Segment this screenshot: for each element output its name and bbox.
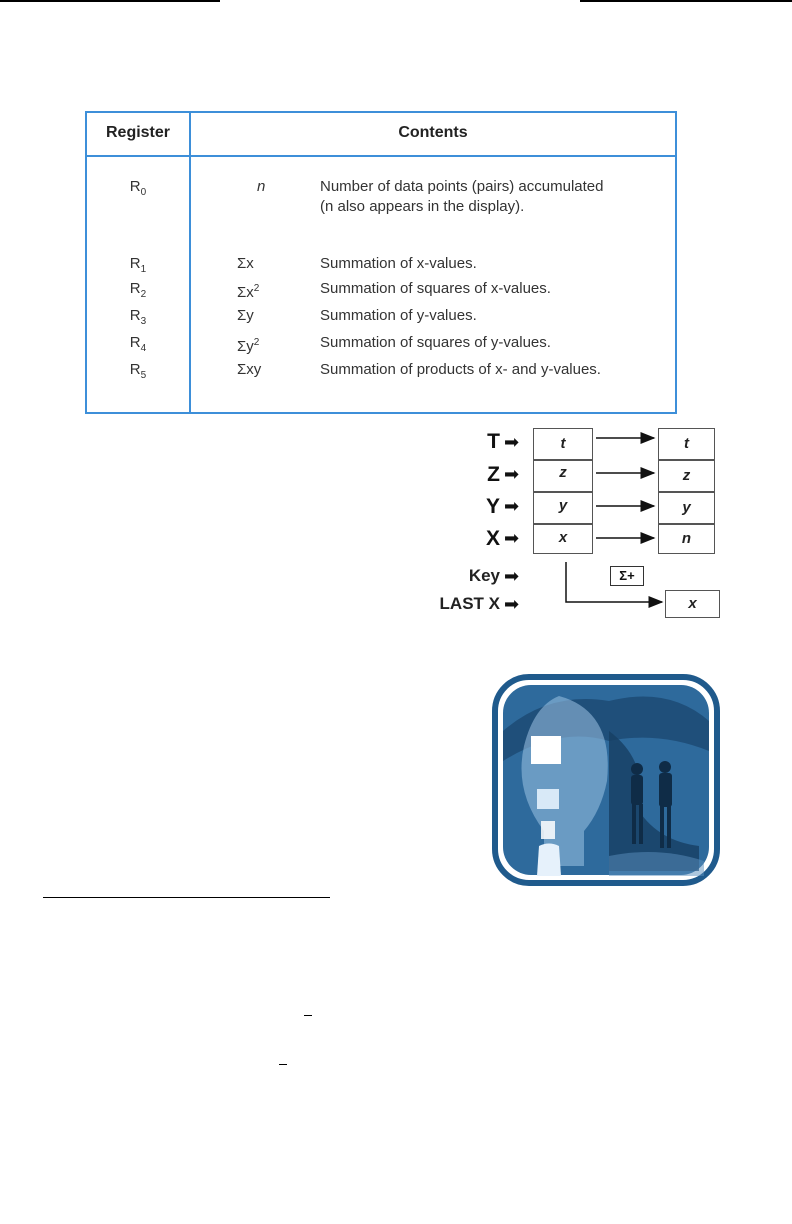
stack-before-t: t — [533, 428, 593, 460]
overline-mark — [304, 1015, 312, 1016]
sigma-plus-key: Σ+ — [610, 566, 644, 586]
footnote-rule — [43, 897, 330, 898]
right-arrow-icon: ➡ — [504, 432, 520, 452]
stack-label-x: X — [485, 527, 500, 550]
register-table: Register Contents $R_0$ n Number of data points (pairs) accumulated (n also appears in the display). $R_1$ Σx Summation of x-values. $R_2$ $\Sigma x^2$ Summation of squares of x-values. $R_3$ Σy Summation of y-values. $R_4$ $\Sigma y^2$ Summation of squares of y-values. $R_5$ Σxy Summation of products of x- and y-values. — [85, 111, 677, 414]
header-contents: Contents — [398, 124, 468, 141]
overline-mark — [279, 1064, 287, 1065]
key-label: Key — [468, 566, 500, 585]
lastx-value: x — [665, 590, 720, 618]
stack-label-z: Z — [487, 463, 500, 486]
stack-after-z: z — [658, 460, 715, 492]
lastx-label: LAST X — [439, 594, 500, 613]
right-arrow-icon: ➡ — [504, 528, 520, 548]
stack-before-z: z — [533, 460, 593, 492]
stack-before-x: x — [533, 524, 593, 554]
header-register: Register — [105, 124, 171, 141]
stack-before-y: y — [533, 492, 593, 524]
right-arrow-icon: ➡ — [504, 566, 520, 586]
lightbulb-cave-illustration — [489, 671, 723, 889]
right-arrow-icon: ➡ — [504, 464, 520, 484]
stack-after-y: y — [658, 492, 715, 524]
stack-label-t: T — [487, 430, 500, 453]
right-arrow-icon: ➡ — [504, 496, 520, 516]
stack-after-n: n — [658, 524, 715, 554]
stack-after-t: t — [658, 428, 715, 460]
right-arrow-icon: ➡ — [504, 594, 520, 614]
stack-label-y: Y — [485, 495, 500, 518]
